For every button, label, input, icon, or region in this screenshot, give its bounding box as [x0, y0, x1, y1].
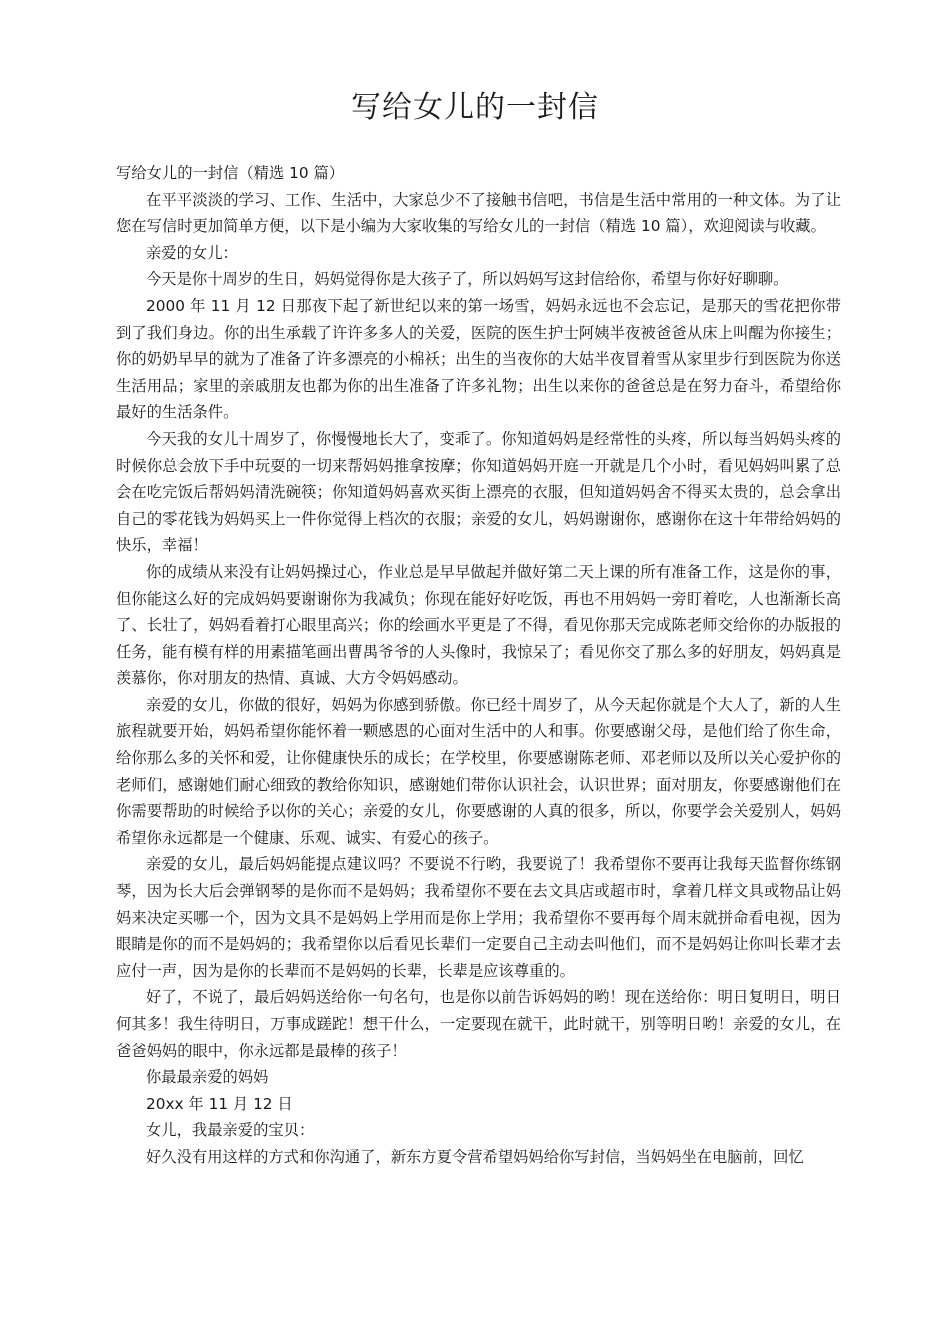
- document-title: 写给女儿的一封信: [351, 90, 599, 125]
- paragraph: 你最最亲爱的妈妈: [146, 1068, 269, 1087]
- document-body: [116, 160, 841, 1171]
- paragraph: 今天我的女儿十周岁了，你慢慢地长大了，变乖了。你知道妈妈是经常性的头疼，所以每当妈妈头疼的时候你总会放下手中玩耍的一切来帮妈妈推拿按摩；你知道妈妈开庭一开就是几个小时，看见妈妈叫累了总会在吃完饭后帮妈妈清洗碗筷；你知道妈妈喜欢买街上漂亮的衣服，但知道妈妈舍不得买太贵的，总会拿出自己的零花钱为妈妈买上一件你觉得上档次的衣服；亲爱的女儿，妈妈谢谢你，感谢你在这十年带给妈妈的快乐，幸福！: [116, 429, 841, 555]
- paragraph: 亲爱的女儿，你做的很好，妈妈为你感到骄傲。你已经十周岁了，从今天起你就是个大人了，新的人生旅程就要开始，妈妈希望你能怀着一颗感恩的心面对生活中的人和事。你要感谢父母，是他们给了你生命，给你那么多的关怀和爱，让你健康快乐的成长；在学校里，你要感谢陈老师、邓老师以及所以关心爱护你的老师们，感谢她们耐心细致的教给你知识，感谢她们带你认识社会，认识世界；面对朋友，你要感谢他们在你需要帮助的时候给予以你的关心；亲爱的女儿，你要感谢的人真的很多，所以，你要学会关爱别人，妈妈希望你永远都是一个健康、乐观、诚实、有爱心的孩子。: [116, 695, 841, 847]
- paragraph: 20xx 年 11 月 12 日: [146, 1094, 293, 1113]
- paragraph: 好了，不说了，最后妈妈送给你一句名句，也是你以前告诉妈妈的哟！现在送给你：明日复明日，明日何其多！我生待明日，万事成蹉跎！想干什么，一定要现在就干，此时就干，别等明日哟！亲爱的女儿，在爸爸妈妈的眼中，你永远都是最棒的孩子！: [116, 988, 841, 1060]
- paragraph: 亲爱的女儿，最后妈妈能提点建议吗？不要说不行哟，我要说了！我希望你不要再让我每天监督你练钢琴，因为长大后会弹钢琴的是你而不是妈妈；我希望你不要在去文具店或超市时，拿着几样文具或物品让妈妈来决定买哪一个，因为文具不是妈妈上学用而是你上学用；我希望你不要再每个周末就拼命看电视，因为眼睛是你的而不是妈妈的；我希望你以后看见长辈们一定要自己主动去叫他们，而不是妈妈让你叫长辈才去应付一声，因为是你的长辈而不是妈妈的长辈，长辈是应该尊重的。: [116, 855, 841, 980]
- paragraph: 好久没有用这样的方式和你沟通了，新东方夏令营希望妈妈给你写封信，当妈妈坐在电脑前，回忆: [146, 1147, 804, 1166]
- paragraph: 女儿，我最亲爱的宝贝：: [146, 1121, 315, 1140]
- paragraph: 亲爱的女儿：: [146, 243, 238, 262]
- paragraph: 你的成绩从来没有让妈妈操过心，作业总是早早做起并做好第二天上课的所有准备工作，这是你的事，但你能这么好的完成妈妈要谢谢你为我减负；你现在能好好吃饭，再也不用妈妈一旁盯着吃，人也渐渐长高了、长壮了，妈妈看着打心眼里高兴；你的绘画水平更是了不得，看见你那天完成陈老师交给你的办版报的任务，能有模有样的用素描笔画出曹禺爷爷的人头像时，我惊呆了；看见你交了那么多的好朋友，妈妈真是羡慕你，你对朋友的热情、真诚、大方令妈妈感动。: [116, 562, 841, 688]
- paragraph: 在平平淡淡的学习、工作、生活中，大家总少不了接触书信吧，书信是生活中常用的一种文体。为了让您在写信时更加简单方便，以下是小编为大家收集的写给女儿的一封信（精选 10 篇），欢迎阅读与收藏。: [116, 190, 841, 236]
- paragraph: 2000 年 11 月 12 日那夜下起了新世纪以来的第一场雪，妈妈永远也不会忘记，是那天的雪花把你带到了我们身边。你的出生承载了许许多多人的关爱，医院的医生护士阿姨半夜被爸爸从床上叫醒为你接生；你的奶奶早早的就为了准备了许多漂亮的小棉袄；出生的当夜你的大姑半夜冒着雪从家里步行到医院为你送生活用品；家里的亲戚朋友也都为你的出生准备了许多礼物；出生以来你的爸爸总是在努力奋斗，希望给你最好的生活条件。: [116, 296, 841, 422]
- paragraph: 今天是你十周岁的生日，妈妈觉得你是大孩子了，所以妈妈写这封信给你，希望与你好好聊聊。: [146, 270, 789, 289]
- paragraph: 写给女儿的一封信（精选 10 篇）: [116, 164, 345, 182]
